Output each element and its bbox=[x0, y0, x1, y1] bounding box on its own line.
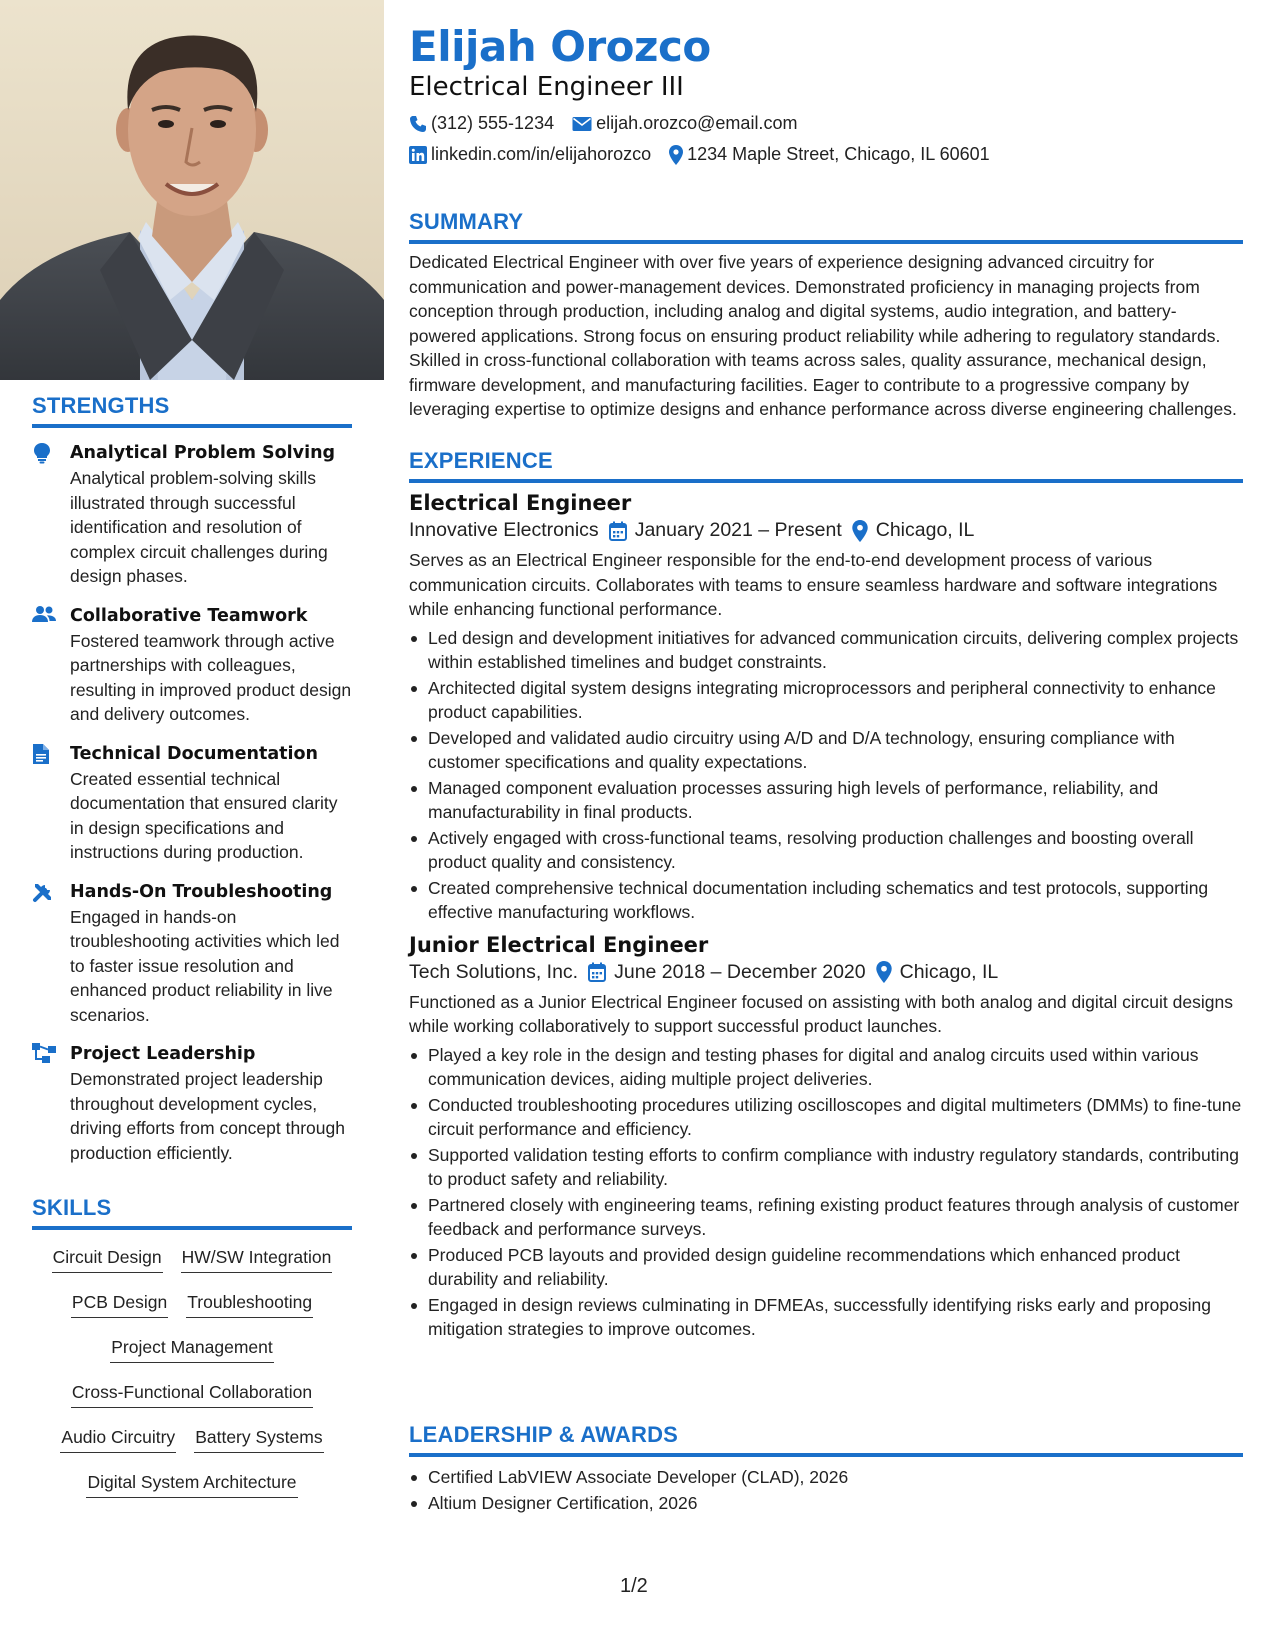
skill-tag: Project Management bbox=[110, 1336, 273, 1363]
list-item: Led design and development initiatives for advanced communication circuits, delivering complex projects within established timelines and budget constraints. bbox=[409, 626, 1243, 675]
summary-text: Dedicated Electrical Engineer with over five years of experience designing advanced circuitry for communication and power-management devices. Demonstrated proficiency in managing projects from conception through production, including analog and digital systems, audio integration, and battery-powered applications. Strong focus on ensuring product reliability while adhering to regulatory standards. Skilled in cross-functional collaboration with teams across sales, quality assurance, mechanical design, firmware development, and manufacturing facilities. Eager to contribute to a progressive company by leveraging expertise to optimize designs and enhance performance across diverse engineering challenges. bbox=[409, 252, 1237, 419]
strengths-section bbox=[32, 393, 352, 1165]
job-bullets bbox=[409, 626, 1243, 925]
strength-description: Created essential technical documentation that ensured clarity in design specifications and instructions during production. bbox=[70, 768, 338, 862]
job-description: Functioned as a Junior Electrical Engineer focused on assisting with both analog and digital circuit designs while working collaboratively to support successful product launches. bbox=[409, 991, 1233, 1036]
section-divider bbox=[409, 240, 1243, 244]
job-dates: June 2018 – December 2020 bbox=[614, 960, 866, 983]
skill-tag: Digital System Architecture bbox=[86, 1471, 297, 1498]
job-description: Serves as an Electrical Engineer responsible for the end-to-end development process of various communication circuits. Collaborates with teams to ensure seamless hardware and software integrations while enhancing functional performance. bbox=[409, 550, 1218, 619]
contact-address bbox=[669, 144, 990, 165]
skills-title: SKILLS bbox=[32, 1195, 112, 1220]
envelope-icon bbox=[572, 116, 592, 132]
skill-tag: PCB Design bbox=[71, 1291, 168, 1318]
awards-section bbox=[409, 1422, 1243, 1516]
experience-title: EXPERIENCE bbox=[409, 448, 553, 473]
strength-description: Analytical problem-solving skills illustrated through successful identification and resolution of complex circuit challenges during design phases. bbox=[70, 468, 328, 586]
list-item: Managed component evaluation processes assuring high levels of performance, reliability, and manufacturability in final products. bbox=[409, 776, 1243, 825]
list-item: Engaged in design reviews culminating in DFMEAs, successfully identifying risks early and proposing mitigation strategies to improve outcomes. bbox=[409, 1293, 1243, 1342]
strength-description: Fostered teamwork through active partnerships with colleagues, resulting in improved product design and delivery outcomes. bbox=[70, 630, 352, 724]
list-item: Altium Designer Certification, 2026 bbox=[409, 1491, 1243, 1516]
experience-section bbox=[409, 448, 1243, 1343]
linkedin-icon bbox=[409, 146, 427, 164]
section-divider bbox=[409, 479, 1243, 483]
skill-row bbox=[32, 1240, 352, 1285]
strength-item bbox=[32, 879, 352, 1028]
skill-tag: Cross-Functional Collaboration bbox=[71, 1381, 313, 1408]
job-role: Junior Electrical Engineer bbox=[409, 932, 709, 957]
document-icon bbox=[32, 741, 70, 865]
candidate-title: Electrical Engineer III bbox=[409, 72, 684, 102]
strength-item bbox=[32, 603, 352, 727]
strength-item bbox=[32, 741, 352, 865]
list-item: Played a key role in the design and testing phases for digital and analog circuits used within various communication devices, aiding multiple project deliveries. bbox=[409, 1043, 1243, 1092]
page-number: 1/2 bbox=[620, 1575, 648, 1597]
phone-icon bbox=[409, 115, 427, 133]
skill-tag: Battery Systems bbox=[194, 1426, 323, 1453]
job-entry bbox=[409, 933, 1243, 1342]
skills-list bbox=[32, 1240, 352, 1510]
job-meta bbox=[409, 519, 1243, 542]
job-meta bbox=[409, 961, 1243, 984]
list-item: Supported validation testing efforts to confirm compliance with industry regulatory standards, contributing to product safety and reliability. bbox=[409, 1143, 1243, 1192]
list-item: Architected digital system designs integrating microprocessors and peripheral connectivity to enhance product capabilities. bbox=[409, 676, 1243, 725]
skill-row bbox=[32, 1465, 352, 1510]
job-role: Electrical Engineer bbox=[409, 491, 632, 515]
list-item: Developed and validated audio circuitry using A/D and D/A technology, ensuring compliance with customer specifications and quality expectations. bbox=[409, 726, 1243, 775]
phone-text: (312) 555-1234 bbox=[431, 113, 555, 133]
strength-heading: Technical Documentation bbox=[70, 743, 319, 764]
strength-description: Engaged in hands-on troubleshooting activities which led to faster issue resolution and enhanced product reliability in live scenarios. bbox=[70, 906, 340, 1025]
job-bullets bbox=[409, 1043, 1243, 1342]
strength-item bbox=[32, 1041, 352, 1165]
contact-linkedin[interactable] bbox=[409, 144, 651, 165]
skills-section bbox=[32, 1195, 352, 1510]
map-pin-icon bbox=[876, 961, 892, 983]
list-item: Conducted troubleshooting procedures utilizing oscilloscopes and digital multimeters (DMMs) to fine-tune circuit performance and efficiency. bbox=[409, 1093, 1243, 1142]
calendar-icon bbox=[588, 962, 606, 982]
list-item: Actively engaged with cross-functional teams, resolving production challenges and boosting overall product quality and consistency. bbox=[409, 826, 1243, 875]
contact-email[interactable] bbox=[572, 113, 797, 134]
section-divider bbox=[32, 1226, 352, 1230]
awards-title: LEADERSHIP & AWARDS bbox=[409, 1422, 679, 1447]
job-location: Chicago, IL bbox=[875, 519, 975, 541]
list-item: Partnered closely with engineering teams, refining existing product features through analysis of customer feedback and performance surveys. bbox=[409, 1193, 1243, 1242]
profile-photo bbox=[0, 0, 384, 380]
job-dates: January 2021 – Present bbox=[634, 519, 842, 541]
awards-list bbox=[409, 1465, 1243, 1515]
job-location: Chicago, IL bbox=[899, 960, 999, 983]
email-text: elijah.orozco@email.com bbox=[596, 113, 798, 133]
users-icon bbox=[32, 603, 70, 727]
tools-icon bbox=[32, 879, 70, 1028]
sidebar bbox=[0, 0, 384, 1650]
contact-phone[interactable] bbox=[409, 113, 554, 134]
skill-row bbox=[32, 1375, 352, 1420]
lightbulb-icon bbox=[32, 440, 70, 589]
summary-title: SUMMARY bbox=[409, 209, 524, 234]
skill-row bbox=[32, 1285, 352, 1330]
strength-item bbox=[32, 440, 352, 589]
job-company: Tech Solutions, Inc. bbox=[409, 960, 579, 983]
list-item: Certified LabVIEW Associate Developer (CLAD), 2026 bbox=[409, 1465, 1243, 1490]
skill-tag: Circuit Design bbox=[52, 1246, 163, 1273]
skill-row bbox=[32, 1420, 352, 1465]
map-pin-icon bbox=[852, 520, 868, 542]
job-company: Innovative Electronics bbox=[409, 519, 599, 541]
flowchart-icon bbox=[32, 1041, 70, 1165]
section-divider bbox=[409, 1453, 1243, 1457]
strength-heading: Project Leadership bbox=[70, 1044, 256, 1064]
section-divider bbox=[32, 424, 352, 428]
strength-heading: Hands-On Troubleshooting bbox=[70, 881, 333, 902]
skill-tag: Troubleshooting bbox=[186, 1291, 313, 1318]
linkedin-text: linkedin.com/in/elijahorozco bbox=[431, 144, 652, 164]
strength-description: Demonstrated project leadership throughout development cycles, driving efforts from concept through production efficiently. bbox=[70, 1069, 345, 1163]
map-pin-icon bbox=[669, 145, 683, 165]
summary-section bbox=[409, 209, 1243, 422]
contact-row bbox=[409, 144, 1008, 165]
strength-heading: Analytical Problem Solving bbox=[70, 443, 336, 463]
calendar-icon bbox=[609, 521, 627, 541]
list-item: Produced PCB layouts and provided design guideline recommendations which enhanced product durability and reliability. bbox=[409, 1243, 1243, 1292]
skill-tag: Audio Circuitry bbox=[60, 1426, 176, 1453]
skill-row bbox=[32, 1330, 352, 1375]
strengths-title: STRENGTHS bbox=[32, 393, 170, 418]
strength-heading: Collaborative Teamwork bbox=[70, 605, 308, 626]
candidate-name: Elijah Orozco bbox=[409, 22, 711, 71]
list-item: Created comprehensive technical documentation including schematics and test protocols, supporting effective manufacturing workflows. bbox=[409, 876, 1243, 925]
address-text: 1234 Maple Street, Chicago, IL 60601 bbox=[687, 144, 990, 164]
job-entry bbox=[409, 491, 1243, 925]
contact-row bbox=[409, 113, 815, 134]
skill-tag: HW/SW Integration bbox=[181, 1246, 333, 1273]
